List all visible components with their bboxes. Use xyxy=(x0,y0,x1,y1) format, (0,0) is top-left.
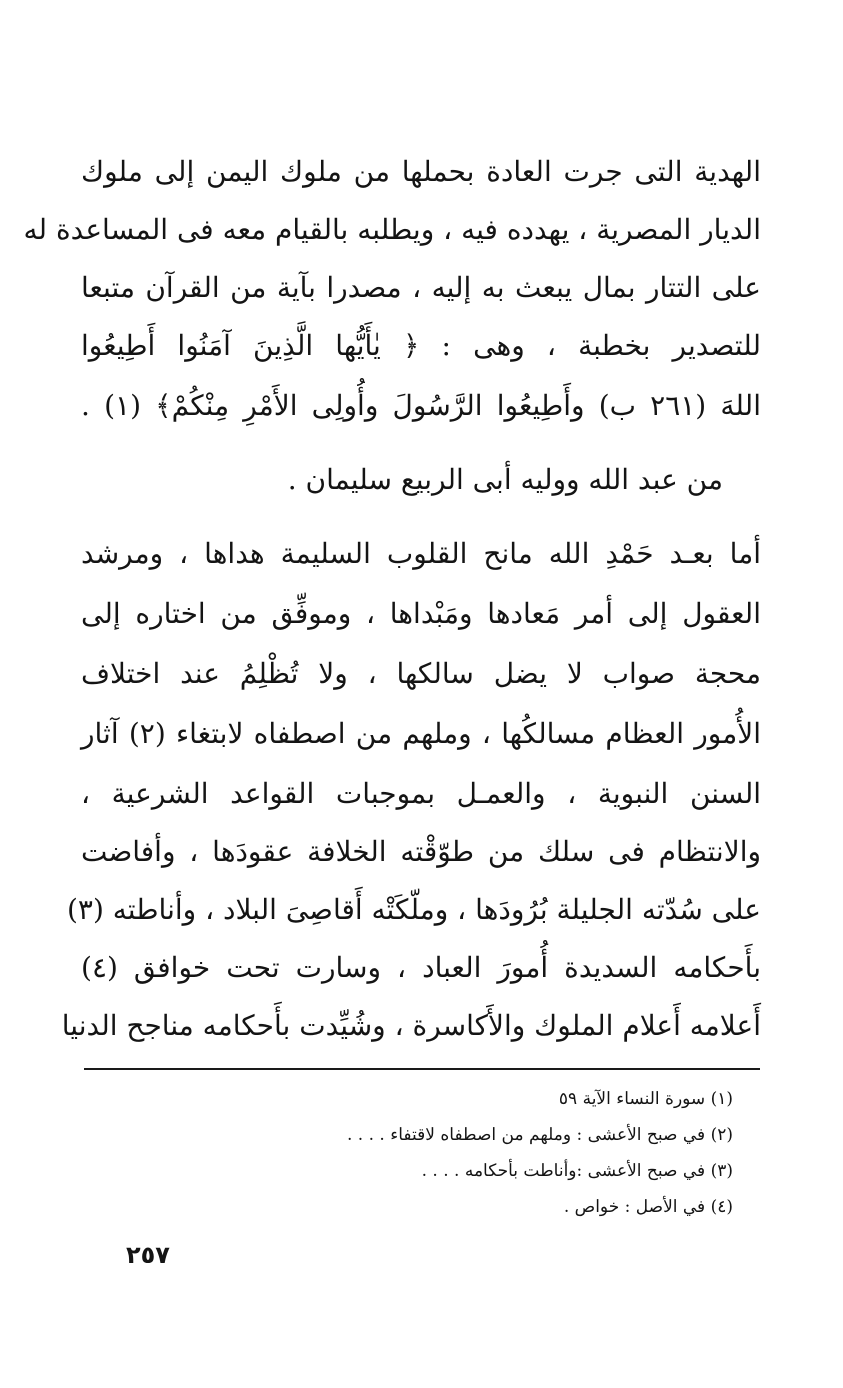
body-line-6: من عبد الله ووليه أبى الربيع سليمان . xyxy=(287,463,723,496)
body-line-15: أَعلامه أَعلام الملوك والأَكاسرة ، وشُيِّدت بأَحكامه مناجح الدنيا xyxy=(61,1009,761,1042)
body-line-9: محجة صواب لا يضل سالكها ، ولا تُظْلِمُ عند اختلاف xyxy=(81,657,761,690)
body-line-8: العقول إلى أمر مَعادها ومَبْداها ، وموفِّق من اختاره إلى xyxy=(81,597,761,630)
body-line-2: الديار المصرية ، يهدده فيه ، ويطلبه بالقيام معه فى المساعدة له xyxy=(23,213,761,246)
footnote-divider xyxy=(84,1068,760,1070)
page-number: ٢٥٧ xyxy=(126,1241,170,1269)
footnote-3: (٣) في صبح الأعشى :وأناطت بأحكامه . . . . xyxy=(421,1161,733,1181)
body-line-12: والانتظام فى سلك من طوّقْته الخلافة عقودَها ، وأفاضت xyxy=(81,835,761,868)
footnote-4: (٤) في الأصل : خواص . xyxy=(563,1197,733,1217)
body-line-10: الأُمور العظام مسالكُها ، وملهم من اصطفاه لابتغاء (٢) آثار xyxy=(81,717,762,750)
body-line-11: السنن النبوية ، والعمـل بموجبات القواعد الشرعية ، xyxy=(81,777,761,810)
footnote-2: (٢) في صبح الأعشى : وملهم من اصطفاه لاقتفاء . . . . xyxy=(347,1125,733,1145)
body-line-3: على التتار بمال يبعث به إليه ، مصدرا بآية من القرآن متبعا xyxy=(81,271,761,304)
body-line-13: على سُدّته الجليلة بُرُودَها ، وملّكَتْه أَقاصِىَ البلاد ، وأناطته (٣) xyxy=(66,893,761,926)
body-line-5: اللهَ (٢٦١ ب) وأَطِيعُوا الرَّسُولَ وأُولِى الأَمْرِ مِنْكُمْ﴾ (١) . xyxy=(81,389,761,422)
footnote-1: (١) سورة النساء الآية ٥٩ xyxy=(558,1089,733,1109)
body-line-7: أما بعـد حَمْدِ الله مانح القلوب السليمة هداها ، ومرشد xyxy=(81,537,761,570)
body-line-4: للتصدير بخطبة ، وهى : ﴿ يٰأَيُّها الَّذِينَ آمَنُوا أَطِيعُوا xyxy=(81,329,761,362)
body-line-1: الهدية التى جرت العادة بحملها من ملوك اليمن إلى ملوك xyxy=(81,155,761,188)
body-line-14: بأَحكامه السديدة أُمورَ العباد ، وسارت تحت خوافق (٤) xyxy=(81,951,761,984)
